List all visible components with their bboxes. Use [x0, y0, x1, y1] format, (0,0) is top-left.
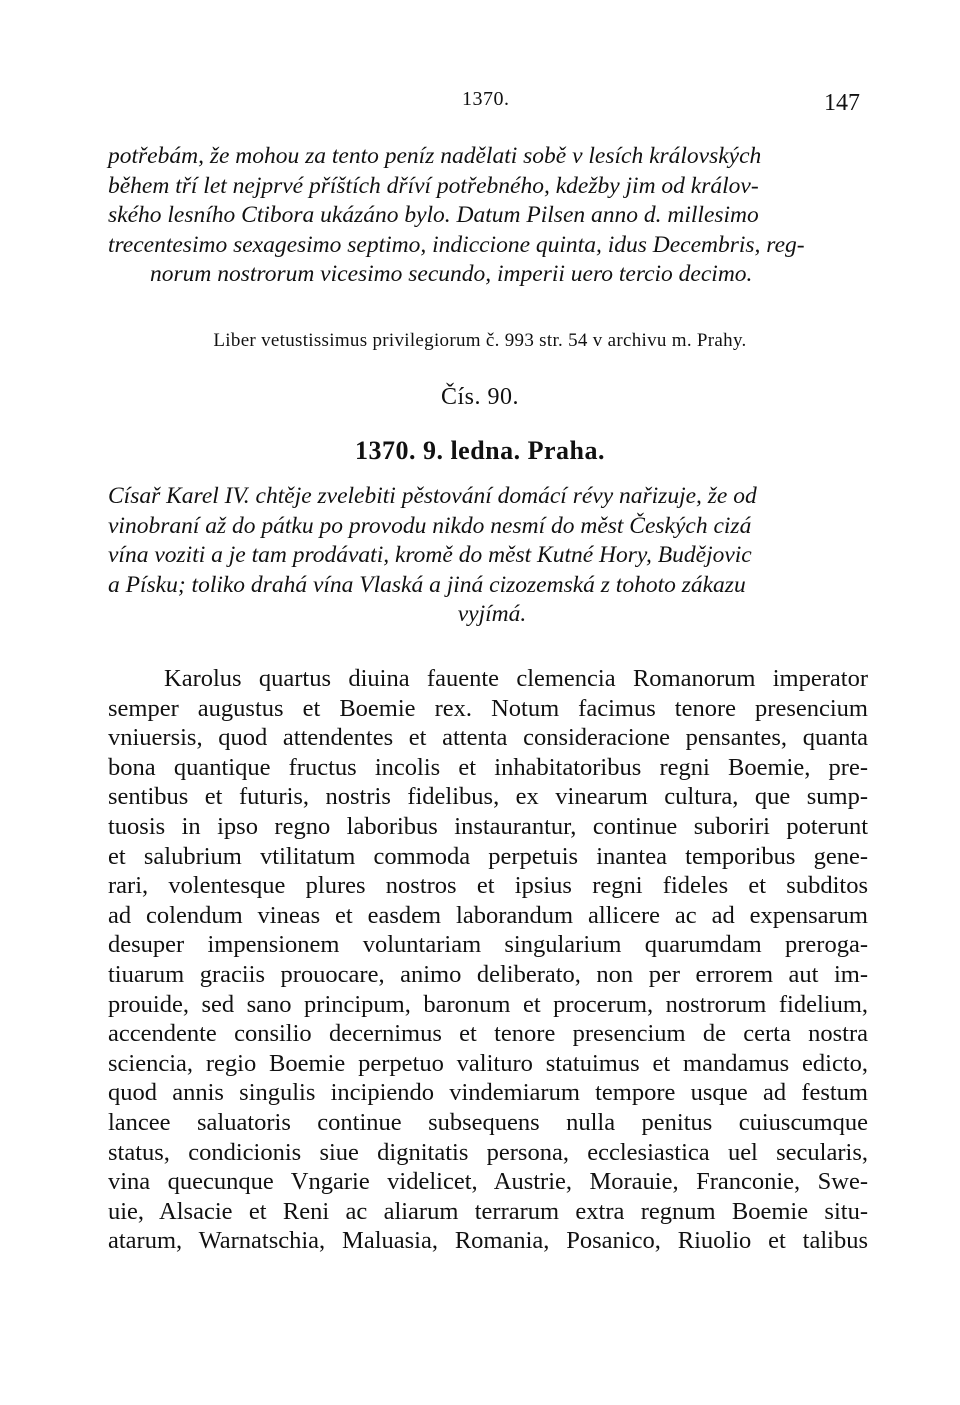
text-line-11: tiuarum graciis prouocare, animo deliberato, non per errorem aut im-	[108, 960, 868, 988]
page-header	[0, 88, 960, 118]
document-summary	[108, 482, 876, 630]
prev-line-4: trecentesimo sexagesimo septimo, indiccione quinta, idus Decembris, reg-	[108, 231, 805, 258]
text-line-13: accendente consilio decernimus et tenore presencium de certa nostra	[108, 1020, 868, 1048]
prev-line-3: ského lesního Ctibora ukázáno bylo. Datum Pilsen anno d. millesimo	[108, 202, 759, 228]
text-line-5: sentibus et futuris, nostris fidelibus, ex vinearum cultura, que sump-	[108, 783, 868, 811]
summary-line-3: vína voziti a je tam prodávati, kromě do měst Kutné Hory, Budějovic	[108, 542, 752, 568]
document-date-place: 1370. 9. ledna. Praha.	[354, 436, 606, 465]
text-line-19: uie, Alsacie et Reni ac aliarum terrarum extra regnum Boemie situ-	[108, 1197, 868, 1225]
text-line-9: ad colendum vineas et easdem laborandum allicere ac ad expensarum	[108, 901, 868, 929]
page-number: 147	[824, 90, 860, 116]
text-line-7: et salubrium vtilitatum commoda perpetuis inantea temporibus gene-	[108, 842, 868, 870]
text-line-6: tuosis in ipso regno laboribus instaurantur, continue suboriri poterunt	[108, 812, 868, 840]
running-head-year: 1370.	[462, 88, 510, 110]
text-line-4: bona quantique fructus incolis et inhabitatoribus regni Boemie, pre-	[108, 753, 868, 781]
latin-text-body	[108, 664, 868, 1256]
text-line-2: semper augustus et Boemie rex. Notum facimus tenore presencium	[108, 694, 868, 722]
text-line-18: vina quecunque Vngarie videlicet, Austrie, Morauie, Franconie, Swe-	[108, 1168, 868, 1196]
summary-line-1: Císař Karel IV. chtěje zvelebiti pěstování domácí révy nařizuje, že od	[108, 483, 757, 509]
text-line-17: status, condicionis siue dignitatis persona, ecclesiastica uel secularis,	[108, 1138, 868, 1166]
previous-document-ending	[108, 142, 876, 290]
prev-line-5: norum nostrorum vicesimo secundo, imperii uero tercio decimo.	[150, 261, 753, 287]
text-line-14: sciencia, regio Boemie perpetuo valituro statuimus et mandamus edicto,	[108, 1049, 868, 1077]
prev-line-1: potřebám, že mohou za tento peníz nadělati sobě v lesích královských	[108, 143, 762, 169]
text-line-20: atarum, Warnatschia, Maluasia, Romania, Posanico, Riuolio et talibus	[108, 1227, 868, 1255]
text-line-15: quod annis singulis incipiendo vindemiarum tempore usque ad festum	[108, 1079, 868, 1107]
text-line-8: rari, volentesque plures nostros et ipsius regni fideles et subditos	[108, 872, 868, 900]
summary-line-4: a Písku; toliko drahá vína Vlaská a jiná cizozemská z tohoto zákazu	[108, 571, 746, 598]
text-line-10: desuper impensionem voluntariam singularium quarumdam preroga-	[108, 931, 868, 959]
text-line-3: vniuersis, quod attendentes et attenta consideracione pensantes, quanta	[108, 724, 868, 752]
text-line-16: lancee saluatoris continue subsequens nulla penitus cuiuscumque	[108, 1108, 868, 1136]
text-line-12: prouide, sed sano principum, baronum et procerum, nostrorum fidelium,	[108, 990, 868, 1018]
document-number: Čís. 90.	[440, 384, 519, 410]
prev-line-2: během tří let nejprvé příštích dříví potřebného, kdežby jim od králov-	[108, 172, 759, 199]
text-line-1: Karolus quartus diuina fauente clemencia Romanorum imperator	[164, 665, 868, 692]
summary-line-2: vinobraní až do pátku po provodu nikdo nesmí do měst Českých cizá	[108, 512, 752, 539]
summary-line-5: vyjímá.	[457, 601, 527, 627]
source-citation: Liber vetustissimus privilegiorum č. 993 str. 54 v archivu m. Prahy.	[213, 330, 747, 351]
